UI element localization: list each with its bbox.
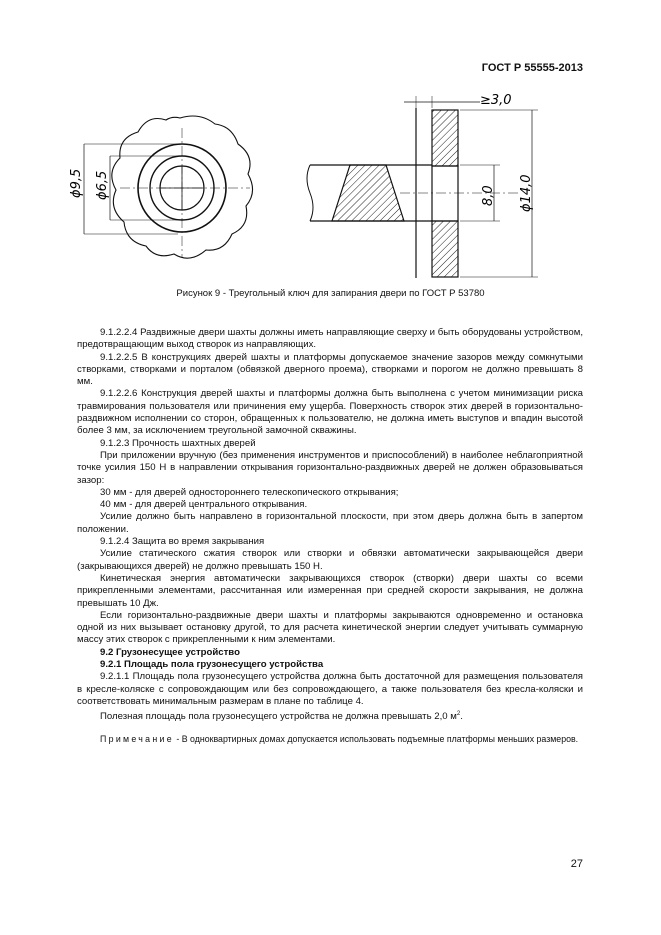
triangular-key-drawing [60, 88, 560, 288]
document-id: ГОСТ Р 55555-2013 [481, 62, 583, 74]
dim-d-14: ϕ14,0 [519, 174, 534, 212]
page-number: 27 [570, 858, 583, 870]
figure-caption: Рисунок 9 - Треугольный ключ для запирания двери по ГОСТ Р 53780 [176, 288, 485, 299]
paragraph: 30 мм - для дверей одностороннего телескопического открывания; [100, 486, 399, 498]
dim-d-outer: ϕ9,5 [69, 168, 84, 198]
paragraph: 9.1.2.3 Прочность шахтных дверей [100, 437, 256, 449]
note-text: - В одноквартирных домах допускается использовать подъемные платформы меньших размеров. [173, 733, 579, 744]
dim-thickness: ≥3,0 [480, 93, 512, 108]
dim-d-inner: ϕ6,5 [95, 170, 110, 200]
area-text: Полезная площадь пола грузонесущего устройства не должна превышать 2,0 м [100, 711, 457, 723]
body-text [77, 327, 583, 745]
paragraph: Усилие статического сжатия створок или створки и обвязки автоматически закрывающейся двери (закрывающихся дверей) не должно превышать 150 Н. [77, 548, 583, 572]
paragraph: 40 мм - для дверей центрального открывания. [100, 499, 308, 511]
paragraph: 9.1.2.2.5 В конструкциях дверей шахты и платформы допускаемое значение зазоров между сомкнутыми створками, створками и порталом (обвязкой дверного проема), створками и порогом не должно превышать 8 мм. [77, 351, 583, 388]
paragraph: Если горизонтально-раздвижные двери шахты и платформы закрываются одновременно и остановка одной из них вызывает остановку другой, то для расчета кинетической энергии следует учитывать суммарную массу этих створок с прикрепленными к ним элементами. [77, 609, 583, 646]
paragraph: 9.1.2.4 Защита во время закрывания [100, 536, 265, 548]
dim-width: 8,0 [481, 185, 496, 206]
triangle-key-section [332, 165, 404, 221]
paragraph: 9.2.1.1 Площадь пола грузонесущего устройства должна быть достаточной для размещения пользователя в кресле-коляске с сопровождающим или без сопровождающего, а также пользователя без кресла-коляски и соответствовать минимальным размерам в плане по таблице 4. [77, 671, 583, 707]
paragraph: 9.1.2.2.4 Раздвижные двери шахты должны иметь направляющие сверху и быть оборудованы устройством, предотвращающим выход створок из направляющих. [77, 327, 583, 351]
section-heading: 9.2 Грузонесущее устройство [100, 646, 240, 658]
note-label: Примечание [100, 733, 174, 744]
paragraph: Усилие должно быть направлено в горизонтальной плоскости, при этом дверь должна быть в запертом положении. [77, 511, 583, 535]
area-tail: . [460, 711, 463, 723]
paragraph-area-limit [77, 708, 583, 723]
area-superscript: 2 [456, 711, 461, 718]
subsection-heading: 9.2.1 Площадь пола грузонесущего устройства [100, 659, 324, 671]
paragraph: При приложении вручную (без применения инструментов и приспособлений) в наиболее неблагоприятной точке усилия 150 Н в направлении открывания горизонтально-раздвижных дверей не должен образовываться зазор: [77, 449, 583, 486]
paragraph: Кинетическая энергия автоматически закрывающихся створок (створки) двери шахты со всеми прикрепленными элементами, рассчитанная или измеренная при средней скорости закрывания, не должна превышать 10 Дж. [77, 572, 583, 609]
paragraph: 9.1.2.2.6 Конструкция дверей шахты и платформы должна быть выполнена с учетом минимизации риска травмирования пользователя или причинения ему ущерба. Поверхность створок этих дверей в горизонтально-раздвижном исполнении со сторон, обращенных к пользователю, не должна иметь выступов и впадин высотой более 3 мм, за исключением треугольной замочной скважины. [77, 388, 583, 437]
note [77, 734, 583, 746]
